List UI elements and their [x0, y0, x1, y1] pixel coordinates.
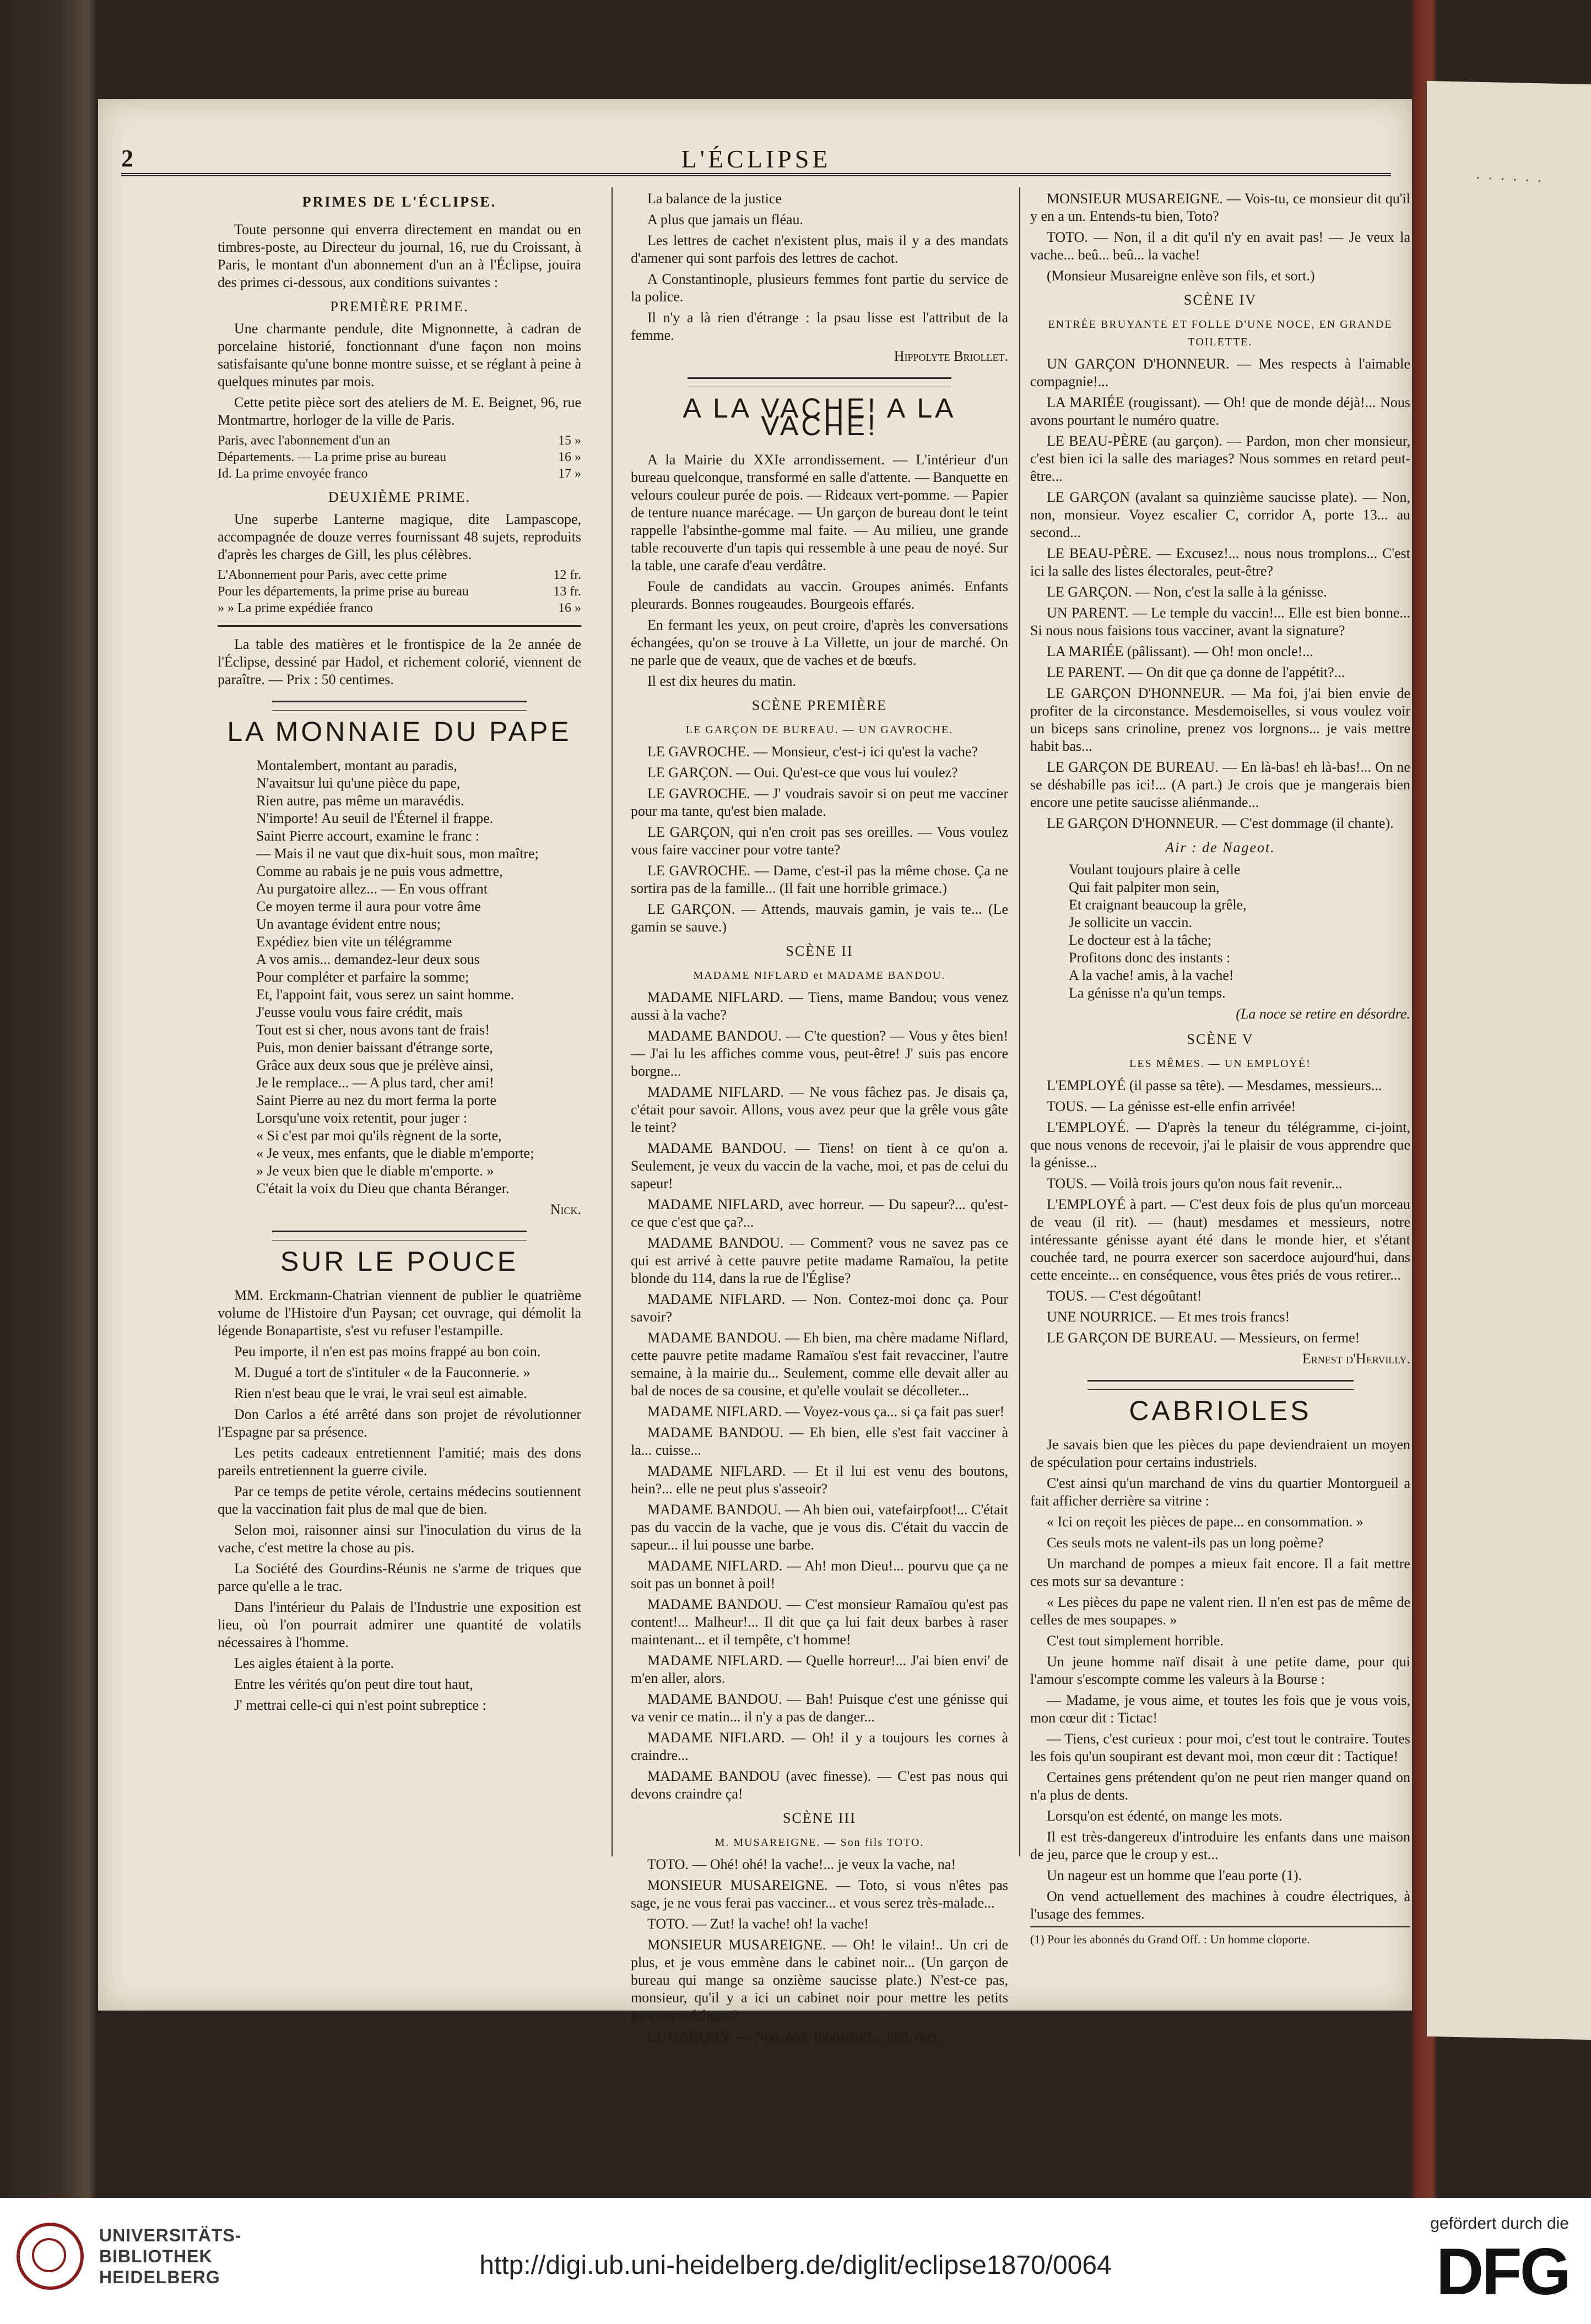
dialogue-line: MADAME NIFLARD. — Tiens, mame Bandou; vous venez aussi à la vache?: [631, 989, 1008, 1023]
paragraph: Rien n'est beau que le vrai, le vrai seul est aimable.: [234, 1385, 527, 1401]
table-notice: La table des matières et le frontispice de la 2e année de l'Éclipse, dessiné par Hadol, et richement colorié, viennent de paraître. — Prix : 50 centimes.: [218, 636, 581, 687]
dialogue-line: LE BEAU-PÈRE (au garçon). — Pardon, mon cher monsieur, c'est bien ici la salle des mariages? Nous sommes en retard peut-être...: [1030, 433, 1410, 484]
poem-line: Rien autre, pas même un maravédis.: [256, 793, 464, 809]
paragraph: « Les pièces du pape ne valent rien. Il n'en est pas de même de celles de mes soupapes. »: [1030, 1594, 1410, 1628]
scene-2-cast: MADAME NIFLARD et MADAME BANDOU.: [693, 969, 946, 982]
vache-intro-3: En fermant les yeux, on peut croire, d'après les conversations échangées, qu'on se trouve à La Villette, un jour de marché. On ne parle que de veaux, que de vaches et de bœufs.: [631, 617, 1008, 668]
dialogue-line: LE GARÇON. — Non, non, monsieur!... non, non.: [647, 2028, 941, 2044]
scene-1-dialogue: [631, 743, 1008, 936]
permalink-url[interactable]: http://digi.ub.uni-heidelberg.de/diglit/eclipse1870/0064: [479, 2251, 1112, 2280]
pouce-body: [218, 1287, 581, 1714]
paragraph: Un jeune homme naïf disait à une petite dame, pour qui l'amour s'escompte comme les valeurs à la Bourse :: [1030, 1654, 1410, 1687]
poem-line: « Je veux, mes enfants, que le diable m'emporte;: [256, 1145, 534, 1161]
dialogue-line: MADAME NIFLARD. — Et il lui est venu des boutons, hein?... elle ne peut plus s'asseoir?: [631, 1463, 1008, 1497]
dialogue-line: TOUS. — Voilà trois jours qu'on nous fait revenir...: [1047, 1175, 1343, 1191]
poem-line: Saint Pierre au nez du mort ferma la porte: [256, 1092, 497, 1108]
song-verses: [1030, 861, 1410, 1002]
briollet-signature: Hippolyte Briollet.: [894, 348, 1008, 364]
price-row: Pour les départements, la prime prise au bureau 13 fr.: [218, 584, 581, 599]
cabrioles-body: [1030, 1436, 1410, 1923]
column-rule: [1019, 187, 1020, 1856]
column-2: [631, 190, 1008, 2049]
dialogue-line: LA MARIÉE (pâlissant). — Oh! mon oncle!...: [1047, 643, 1313, 659]
paragraph: Les aigles étaient à la porte.: [234, 1655, 394, 1671]
dialogue-line: MADAME BANDOU. — Eh bien, elle s'est fait vacciner à la... cuisse...: [631, 1424, 1008, 1458]
poem-line: Puis, mon denier baissant d'étrange sorte,: [256, 1039, 493, 1055]
paragraph: Il n'y a là rien d'étrange : la psau lisse est l'attribut de la femme.: [631, 310, 1008, 343]
dialogue-line: LE GARÇON. — Attends, mauvais gamin, je vais te... (Le gamin se sauve.): [631, 901, 1008, 935]
dialogue-line: LE GARÇON DE BUREAU. — Messieurs, on ferme!: [1047, 1330, 1360, 1346]
paragraph: On vend actuellement des machines à coudre électriques, à l'usage des femmes.: [1030, 1888, 1410, 1922]
dialogue-line: MONSIEUR MUSAREIGNE. — Oh! le vilain!.. Un cri de plus, et je vous emmène dans le cabinet noir... (Un garçon de bureau qui mange sa onzième saucisse plate.) N'est-ce pas, monsieur, qu'il y a ici un cabinet noir pour mettre les petits garçons méchants?: [631, 1937, 1008, 2023]
digitization-footer: [0, 2198, 1591, 2324]
price-row: Départements. — La prime prise au bureau 16 »: [218, 450, 581, 464]
paragraph: Entre les vérités qu'on peut dire tout haut,: [234, 1676, 473, 1692]
poem-line: Saint Pierre accourt, examine le franc :: [256, 828, 479, 844]
vache-title: A LA VACHE! A LA VACHE!: [683, 393, 956, 441]
paragraph: Par ce temps de petite vérole, certains médecins soutiennent que la vaccination fait plus de mal que de bien.: [218, 1483, 581, 1517]
paragraph: « Ici on reçoit les pièces de pape... en consommation. »: [1047, 1514, 1363, 1530]
song-line: Je sollicite un vaccin.: [1069, 914, 1192, 930]
dialogue-line: MADAME NIFLARD. — Quelle horreur!... J'ai bien envi' de m'en aller, alors.: [631, 1653, 1008, 1686]
prime1-title: PREMIÈRE PRIME.: [330, 299, 469, 315]
song-line: Qui fait palpiter mon sein,: [1069, 879, 1220, 895]
university-name: UNIVERSITÄTS- BIBLIOTHEK HEIDELBERG: [99, 2225, 242, 2287]
poem-signature: Nick.: [550, 1201, 581, 1217]
paragraph: Les petits cadeaux entretiennent l'amitié; mais des dons pareils entretiennent la guerre civile.: [218, 1445, 581, 1478]
poem-line: J'eusse voulu vous faire crédit, mais: [256, 1004, 463, 1020]
song-line: Le docteur est à la tâche;: [1069, 932, 1212, 948]
column-1: [218, 190, 581, 1718]
dialogue-line: L'EMPLOYÉ à part. — C'est deux fois de plus qu'un morceau de veau (il rit). — (haut) mesdames et messieurs, notre intéressante génisse ayant été dans le monde hier, et s'étant couchée tard, ne pourra exercer son sacerdoce aujourd'hui, dans cette enceinte... en conséquence, vous êtes priés de vous retirer...: [1030, 1196, 1410, 1283]
ornament-divider: [1087, 1380, 1354, 1390]
scene-5-dialogue: [1030, 1077, 1410, 1347]
dialogue-line: LE BEAU-PÈRE. — Excusez!... nous nous tromplons... C'est ici la salle des listes électorales, peut-être?: [1030, 545, 1410, 579]
song-line: Et craignant beaucoup la grêle,: [1069, 897, 1247, 913]
dialogue-line: MADAME BANDOU. — C'te question? — Vous y êtes bien! — J'ai lu les affiches comme vous, peut-être! J' suis pas encore borgne...: [631, 1028, 1008, 1079]
poem-line: Grâce aux deux sous que je prélève ainsi,: [256, 1057, 494, 1073]
monnaie-title: LA MONNAIE DU PAPE: [227, 716, 572, 747]
prime1-text2: Cette petite pièce sort des ateliers de M. E. Beignet, 96, rue Montmartre, horloger de la ville de Paris.: [218, 394, 581, 428]
paragraph: A Constantinople, plusieurs femmes font partie du service de la police.: [631, 271, 1008, 305]
dialogue-line: MADAME BANDOU. — Tiens! on tient à ce qu'on a. Seulement, je veux du vaccin de la vache, moi, et pas de celui du sapeur!: [631, 1140, 1008, 1191]
poem-line: Comme au rabais je ne puis vous admettre,: [256, 863, 503, 879]
dialogue-line: MADAME BANDOU. — Comment? vous ne savez pas ce qui est arrivé à cette pauvre petite madame Ramaïou, la petite blonde du 114, dans la rue de l'Église?: [631, 1235, 1008, 1286]
paragraph: — Tiens, c'est curieux : pour moi, c'est tout le contraire. Toutes les fois qu'un soupirant est devant moi, mon cœur dit : Tactique!: [1030, 1731, 1410, 1764]
dialogue-line: MADAME NIFLARD. — Voyez-vous ça... si ça fait pas suer!: [647, 1404, 1005, 1420]
monnaie-poem: [218, 757, 581, 1198]
dialogue-line: MADAME BANDOU. — Bah! Puisque c'est une génisse qui va venir ce matin... il n'y a pas de danger...: [631, 1691, 1008, 1725]
scene-3-cast: M. MUSAREIGNE. — Son fils TOTO.: [715, 1837, 924, 1849]
paragraph: Un nageur est un homme que l'eau porte (1).: [1047, 1867, 1302, 1883]
prime2-price-table: [218, 567, 581, 616]
dialogue-line: L'EMPLOYÉ. — D'après la teneur du télégramme, ci-joint, que nous venons de recevoir, j'ai le plaisir de vous apprendre que la génisse...: [1030, 1119, 1410, 1171]
paragraph: A plus que jamais un fléau.: [647, 212, 804, 227]
dialogue-line: UN PARENT. — Le temple du vaccin!... Elle est bien bonne... Si nous nous faisions tous vacciner, avant la signature?: [1030, 605, 1410, 638]
scene-4-title: SCÈNE IV: [1183, 292, 1257, 308]
dialogue-line: TOUS. — C'est dégoûtant!: [1047, 1288, 1202, 1304]
dfg-wordmark: DFG: [1436, 2235, 1569, 2309]
dialogue-line: LE GAVROCHE. — Dame, c'est-il pas la même chose. Ça ne sortira pas de la famille... (Il fait une horrible grimace.): [631, 863, 1008, 896]
song-line: Voulant toujours plaire à celle: [1069, 862, 1241, 877]
dialogue-line: MADAME NIFLARD. — Ah! mon Dieu!... pourvu que ça ne soit pas un bonnet à poil!: [631, 1558, 1008, 1591]
scene-5-cast: LES MÊMES. — UN EMPLOYÉ!: [1129, 1058, 1311, 1070]
dialogue-line: MADAME BANDOU. — C'est monsieur Ramaïou qu'est pas content!... Malheur!... Il dit que ça lui fait deux barbes à raser maintenant... et il tempête, c't homme!: [631, 1596, 1008, 1648]
dialogue-line: MONSIEUR MUSAREIGNE. — Vois-tu, ce monsieur dit qu'il y en a un. Entends-tu bien, Toto?: [1030, 191, 1410, 224]
dialogue-line: L'EMPLOYÉ (il passe sa tête). — Mesdames, messieurs...: [1047, 1077, 1382, 1093]
vache-intro-4: Il est dix heures du matin.: [647, 673, 797, 689]
paragraph: Dans l'intérieur du Palais de l'Industrie une exposition est lieu, où l'on pourrait admirer une quantité de volatils nécessaires à l'homme.: [218, 1599, 581, 1650]
dialogue-line: TOTO. — Zut! la vache! oh! la vache!: [647, 1916, 869, 1932]
paragraph: Lorsqu'on est édenté, on mange les mots.: [1047, 1808, 1282, 1824]
dialogue-line: TOTO. — Ohé! ohé! la vache!... je veux la vache, na!: [647, 1856, 956, 1872]
ornament-divider: [272, 1231, 527, 1240]
dialogue-line: LE GARÇON. — Non, c'est la salle à la génisse.: [1047, 584, 1327, 600]
column-rule: [611, 187, 613, 1856]
prime1-text: Une charmante pendule, dite Mignonnette, à cadran de porcelaine historié, fonctionnant d'une façon non moins satisfaisante qu'une bonne montre suisse, et se réglant à peine à quelques minutes par mois.: [218, 321, 581, 389]
col3-top: [1030, 190, 1410, 285]
dialogue-line: MADAME BANDOU. — Ah bien oui, vatefairpfoot!... C'était pas du vaccin de la vache, que je vous dis. C'était du vaccin de sapeur... il lui pousse une barbe.: [631, 1502, 1008, 1553]
poem-line: — Mais il ne vaut que dix-huit sous, mon maître;: [256, 846, 539, 862]
paragraph: Peu importe, il n'en est pas moins frappé au bon coin.: [234, 1344, 541, 1359]
col2-top: [631, 190, 1008, 344]
dialogue-line: LE GARÇON (avalant sa quinzième saucisse plate). — Non, non, monsieur. Voyez escalier C, corridor A, porte 13... au second...: [1030, 489, 1410, 540]
dialogue-line: LE GARÇON. — Oui. Qu'est-ce que vous lui voulez?: [647, 765, 958, 781]
section-divider: [218, 625, 581, 627]
scene-3-dialogue: [631, 1856, 1008, 2045]
dialogue-line: LE GAVROCHE. — Monsieur, c'est-i ici qu'est la vache?: [647, 744, 978, 760]
paragraph: C'est ainsi qu'un marchand de vins du quartier Montorgueil a fait afficher derrière sa vitrine :: [1030, 1475, 1410, 1509]
pouce-title: SUR LE POUCE: [280, 1246, 519, 1277]
scene-1-cast: LE GARÇON DE BUREAU. — UN GAVROCHE.: [685, 724, 954, 736]
poem-line: Lorsqu'une voix retentit, pour juger :: [256, 1110, 468, 1126]
prime2-text: Une superbe Lanterne magique, dite Lampascope, accompagnée de douze verres fournissant 48 sujets, reproduits d'après les charges de Gill, les plus célèbres.: [218, 511, 581, 562]
paragraph: — Madame, je vous aime, et toutes les fois que je vous vois, mon cœur dit : Tictac!: [1030, 1692, 1410, 1726]
dialogue-line: TOTO. — Non, il a dit qu'il n'y en avait pas! — Je veux la vache... beû... beû... la vache!: [1030, 229, 1410, 263]
song-air: Air : de Nageot.: [1165, 839, 1275, 855]
primes-title: PRIMES DE L'ÉCLIPSE.: [302, 194, 497, 210]
paragraph: Certaines gens prétendent qu'on ne peut rien manger quand on n'a plus de dents.: [1030, 1769, 1410, 1803]
poem-line: Et, l'appoint fait, vous serez un saint homme.: [256, 987, 515, 1003]
scene-4-dialogue: [1030, 355, 1410, 832]
dialogue-line: MADAME BANDOU. — Eh bien, ma chère madame Niflard, cette pauvre petite madame Ramaïou s'est fait revacciner, l'autre semaine, à la mairie du... Seulement, comme elle devait aller au bal de noces de sa cousine, et qu'elle voulait se décolleter...: [631, 1330, 1008, 1399]
dialogue-line: MONSIEUR MUSAREIGNE. — Toto, si vous n'êtes pas sage, je ne vous ferai pas vacciner... et vous serez très-malade...: [631, 1877, 1008, 1911]
dialogue-line: MADAME NIFLARD, avec horreur. — Du sapeur?... qu'est-ce que c'est que ça?...: [631, 1196, 1008, 1230]
cabrioles-title: CABRIOLES: [1129, 1395, 1312, 1426]
scene-2-title: SCÈNE II: [786, 943, 853, 959]
ornament-divider: [688, 377, 952, 387]
paragraph: Selon moi, raisonner ainsi sur l'inoculation du virus de la vache, c'est mettre la chose au pis.: [218, 1522, 581, 1556]
prime2-title: DEUXIÈME PRIME.: [328, 489, 471, 505]
paragraph: Ces seuls mots ne valent-ils pas un long poème?: [1047, 1535, 1324, 1551]
dialogue-line: UNE NOURRICE. — Et mes trois francs!: [1047, 1309, 1290, 1325]
scene-3-title: SCÈNE III: [783, 1810, 856, 1826]
paragraph: MM. Erckmann-Chatrian viennent de publier le quatrième volume de l'Histoire d'un Paysan; cet ouvrage, qui démolit la légende Bonapartiste, s'est vu refuser l'estampille.: [218, 1287, 581, 1339]
scene-2-dialogue: [631, 989, 1008, 1803]
price-row: » » La prime expédiée franco 16 »: [218, 601, 581, 615]
footnote: (1) Pour les abonnés du Grand Off. : Un homme cloporte.: [1030, 1926, 1410, 1948]
price-row: L'Abonnement pour Paris, avec cette prime 12 fr.: [218, 568, 581, 582]
scene-1-title: SCÈNE PREMIÈRE: [751, 697, 888, 713]
vache-intro-2: Foule de candidats au vaccin. Groupes animés. Enfants pleurards. Bonnes rougeaudes. Bourgeois effarés.: [631, 578, 1008, 612]
paragraph: Je savais bien que les pièces du pape deviendraient un moyen de spéculation pour certains industriels.: [1030, 1437, 1410, 1470]
dialogue-line: LE PARENT. — On dit que ça donne de l'appétit?...: [1047, 664, 1345, 680]
column-3: [1030, 190, 1410, 1948]
page-header: [121, 142, 1391, 176]
newspaper-title: L'ÉCLIPSE: [681, 145, 831, 173]
dialogue-line: MADAME NIFLARD. — Oh! il y a toujours les cornes à craindre...: [631, 1730, 1008, 1763]
dfg-logo[interactable]: [1430, 2214, 1569, 2309]
dialogue-line: LE GARÇON D'HONNEUR. — C'est dommage (il chante).: [1047, 815, 1394, 831]
paragraph: La Société des Gourdins-Réunis ne s'arme de triques que parce qu'elle a le trac.: [218, 1561, 581, 1594]
dialogue-line: UN GARÇON D'HONNEUR. — Mes respects à l'aimable compagnie!...: [1030, 356, 1410, 389]
dialogue-line: MADAME BANDOU (avec finesse). — C'est pas nous qui devons craindre ça!: [631, 1768, 1008, 1802]
dialogue-line: LA MARIÉE (rougissant). — Oh! que de monde déjà!... Nous avons pourtant le numéro quatre.: [1030, 394, 1410, 428]
prime1-price-table: [218, 432, 581, 482]
poem-line: Pour compléter et parfaire la somme;: [256, 969, 469, 985]
poem-line: C'était la voix du Dieu que chanta Béranger.: [256, 1180, 510, 1196]
poem-line: Au purgatoire allez... — En vous offrant: [256, 881, 488, 897]
paragraph: C'est tout simplement horrible.: [1047, 1633, 1224, 1649]
song-line: A la vache! amis, à la vache!: [1069, 967, 1234, 983]
paragraph: Don Carlos a été arrêté dans son projet de révolutionner l'Espagne par sa présence.: [218, 1406, 581, 1440]
paragraph: Un marchand de pompes a mieux fait encore. Il a fait mettre ces mots sur sa devanture :: [1030, 1556, 1410, 1589]
dialogue-line: TOUS. — La génisse est-elle enfin arrivée!: [1047, 1098, 1296, 1114]
vache-intro: A la Mairie du XXIe arrondissement. — L'intérieur d'un bureau quelconque, transformé en salle d'attente. — Banquette en velours couleur purée de pois. — Rideaux vert-pomme. — Papier de tenture nuance marécage. — Un garçon de bureau dont le teint rappelle l'absinthe-gomme mal faite. — Au milieu, une grande table recouverte d'un tapis qui ressemble à une peau de noyé. Sur la table, une carafe d'eau verdâtre.: [631, 452, 1008, 573]
hervilly-signature: Ernest d'Hervilly.: [1302, 1351, 1410, 1367]
poem-line: Un avantage évident entre nous;: [256, 916, 441, 932]
price-row: Paris, avec l'abonnement d'un an 15 »: [218, 434, 581, 448]
funded-by-label: gefördert durch die: [1430, 2214, 1569, 2233]
poem-line: » Je veux bien que le diable m'emporte. »: [256, 1163, 494, 1179]
dialogue-line: LE GARÇON D'HONNEUR. — Ma foi, j'ai bien envie de profiter de la circonstance. Mesdemoiselles, si vous voulez voir un biceps sans crinoline, prenez vos lorgnons... je vais mettre habit bas...: [1030, 685, 1410, 754]
poem-line: A vos amis... demandez-leur deux sous: [256, 951, 480, 967]
dialogue-line: (Monsieur Musareigne enlève son fils, et sort.): [1047, 268, 1315, 284]
dialogue-line: LE GARÇON DE BUREAU. — En là-bas! eh là-bas!... On ne se déshabille pas ici!... (A part.) Je crois que je mangerais bien encore une petite saucisse aliénmande...: [1030, 759, 1410, 810]
poem-line: Tout est si cher, nous avons tant de frais!: [256, 1022, 490, 1038]
paragraph: Les lettres de cachet n'existent plus, mais il y a des mandats d'amener qui sont parfois des lettres de cachot.: [631, 232, 1008, 266]
adjacent-heading: · · · · · ·: [1475, 169, 1544, 191]
dialogue-line: LE GAVROCHE. — J' voudrais savoir si on peut me vacciner pour ma tante, qu'est bien malade.: [631, 785, 1008, 819]
poem-line: Ce moyen terme il aura pour votre âme: [256, 898, 481, 914]
adjacent-page: [1427, 81, 1591, 2040]
poem-line: N'avaitsur lui qu'une pièce du pape,: [256, 775, 461, 791]
scene-4-cast: ENTRÉE BRUYANTE ET FOLLE D'UNE NOCE, EN GRANDE TOILETTE.: [1048, 318, 1393, 348]
poem-line: « Si c'est par moi qu'ils règnent de la sorte,: [256, 1128, 502, 1144]
dialogue-line: MADAME NIFLARD. — Non. Contez-moi donc ça. Pour savoir?: [631, 1291, 1008, 1325]
ornament-divider: [272, 701, 527, 711]
primes-intro: Toute personne qui enverra directement en mandat ou en timbres-poste, au Directeur du journal, 16, rue du Croissant, à Paris, le montant d'un abonnement d'un an à l'Éclipse, jouira des primes ci-dessous, aux conditions suivantes :: [218, 221, 581, 290]
dialogue-line: LE GARÇON, qui n'en croit pas ses oreilles. — Vous voulez vous faire vacciner pour votre tante?: [631, 824, 1008, 858]
page-number: 2: [121, 145, 133, 172]
poem-line: Je le remplace... — A plus tard, cher ami!: [256, 1075, 494, 1091]
song-exit: (La noce se retire en désordre.: [1236, 1006, 1410, 1022]
paragraph: M. Dugué a tort de s'intituler « de la Fauconnerie. »: [234, 1364, 531, 1380]
scene-5-title: SCÈNE V: [1187, 1031, 1254, 1047]
paragraph: J' mettrai celle-ci qui n'est point subreptice :: [234, 1697, 486, 1713]
poem-line: Expédiez bien vite un télégramme: [256, 934, 452, 950]
song-line: Profitons donc des instants :: [1069, 950, 1231, 966]
paragraph: La balance de la justice: [647, 191, 782, 207]
dialogue-line: MADAME NIFLARD. — Ne vous fâchez pas. Je disais ça, c'était pour savoir. Allons, vous avez peur que la grêle vous gâte le teint?: [631, 1084, 1008, 1135]
poem-line: Montalembert, montant au paradis,: [256, 757, 457, 773]
poem-line: N'importe! Au seuil de l'Éternel il frappe.: [256, 810, 494, 826]
paragraph: Il est très-dangereux d'introduire les enfants dans une maison de jeu, parce que le croup y est...: [1030, 1829, 1410, 1862]
song-line: La génisse n'a qu'un temps.: [1069, 985, 1226, 1001]
price-row: Id. La prime envoyée franco 17 »: [218, 467, 581, 481]
